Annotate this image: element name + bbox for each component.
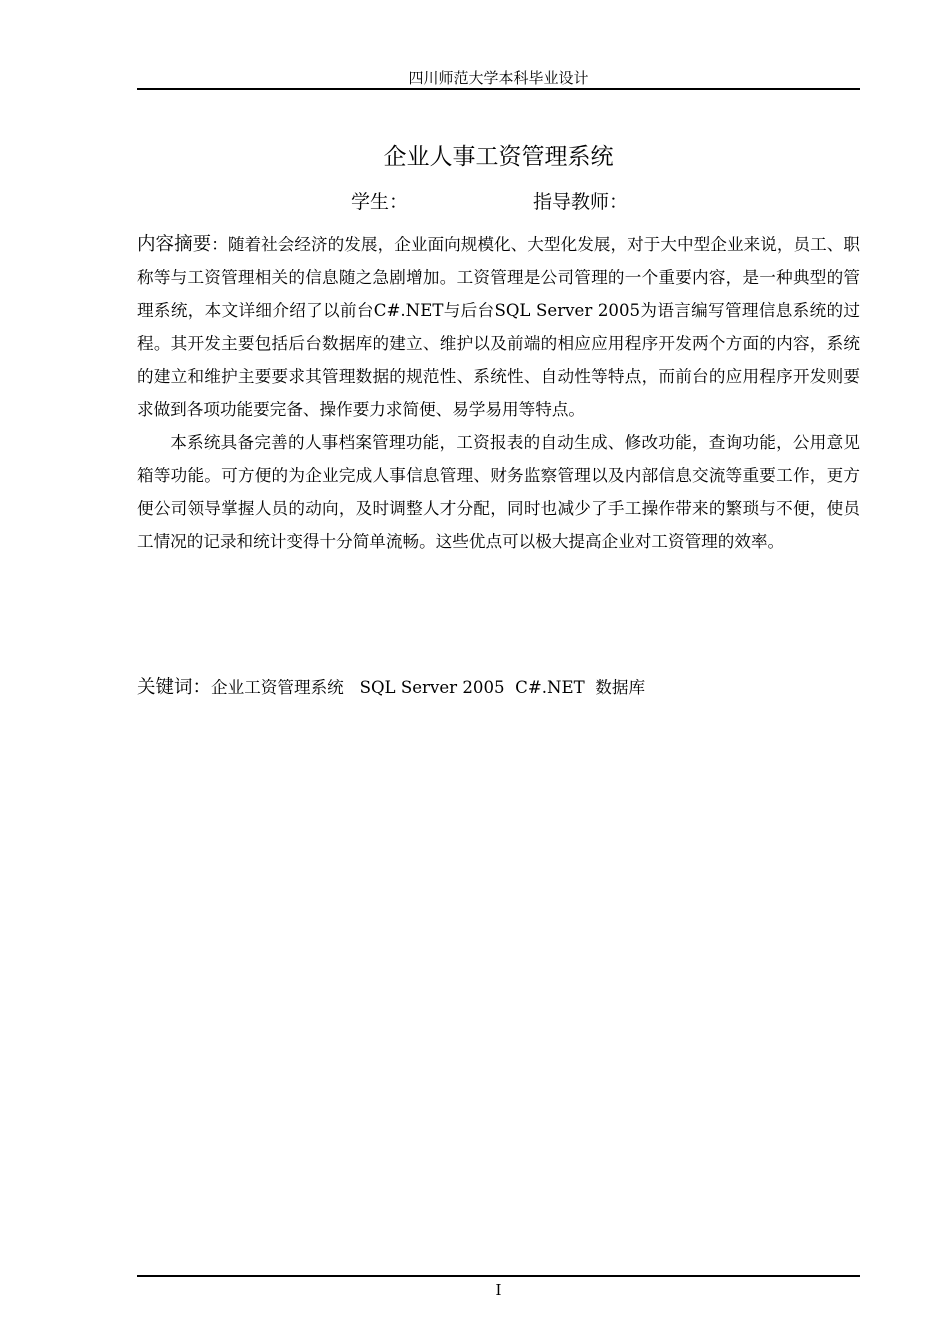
abstract-text-1: 随着社会经济的发展，企业面向规模化、大型化发展，对于大中型企业来说，员工、职称等与工资管理相关的信息随之急剧增加。工资管理是公司管理的一个重要内容，是一种典型的管理系统，本文详细介绍了以前台C#.NET与后台SQL Server 2005为语言编写管理信息系统的过程。其开发主要包括后台数据库的建立、维护以及前端的相应应用程序开发两个方面的内容，系统的建立和维护主要要求其管理数据的规范性、系统性、自动性等特点，而前台的应用程序开发则要求做到各项功能要完备、操作要力求简便、易学易用等特点。 [137,235,860,419]
keywords-line [137,672,860,704]
keywords-value: 企业工资管理系统 SQL Server 2005 C#.NET 数据库 [211,678,646,697]
abstract-label: 内容摘要 [137,234,212,255]
running-header: 四川师范大学本科毕业设计 [408,69,589,87]
keywords-label: 关键词： [137,677,212,698]
abstract-colon: ： [211,235,228,254]
student-label: 学生： [351,191,409,213]
footer-rule [137,1275,860,1277]
abstract-section [137,228,860,558]
advisor-label: 指导教师： [533,191,629,213]
abstract-paragraph-1 [137,228,860,426]
header-rule [137,88,860,90]
page-number: I [495,1281,502,1299]
paper-title: 企业人事工资管理系统 [383,144,614,170]
abstract-paragraph-2: 本系统具备完善的人事档案管理功能，工资报表的自动生成、修改功能，查询功能，公用意见箱等功能。可方便的为企业完成人事信息管理、财务监察管理以及内部信息交流等重要工作，更方便公司领导掌握人员的动向，及时调整人才分配，同时也减少了手工操作带来的繁琐与不便，使员工情况的记录和统计变得十分简单流畅。这些优点可以极大提高企业对工资管理的效率。 [137,433,860,551]
